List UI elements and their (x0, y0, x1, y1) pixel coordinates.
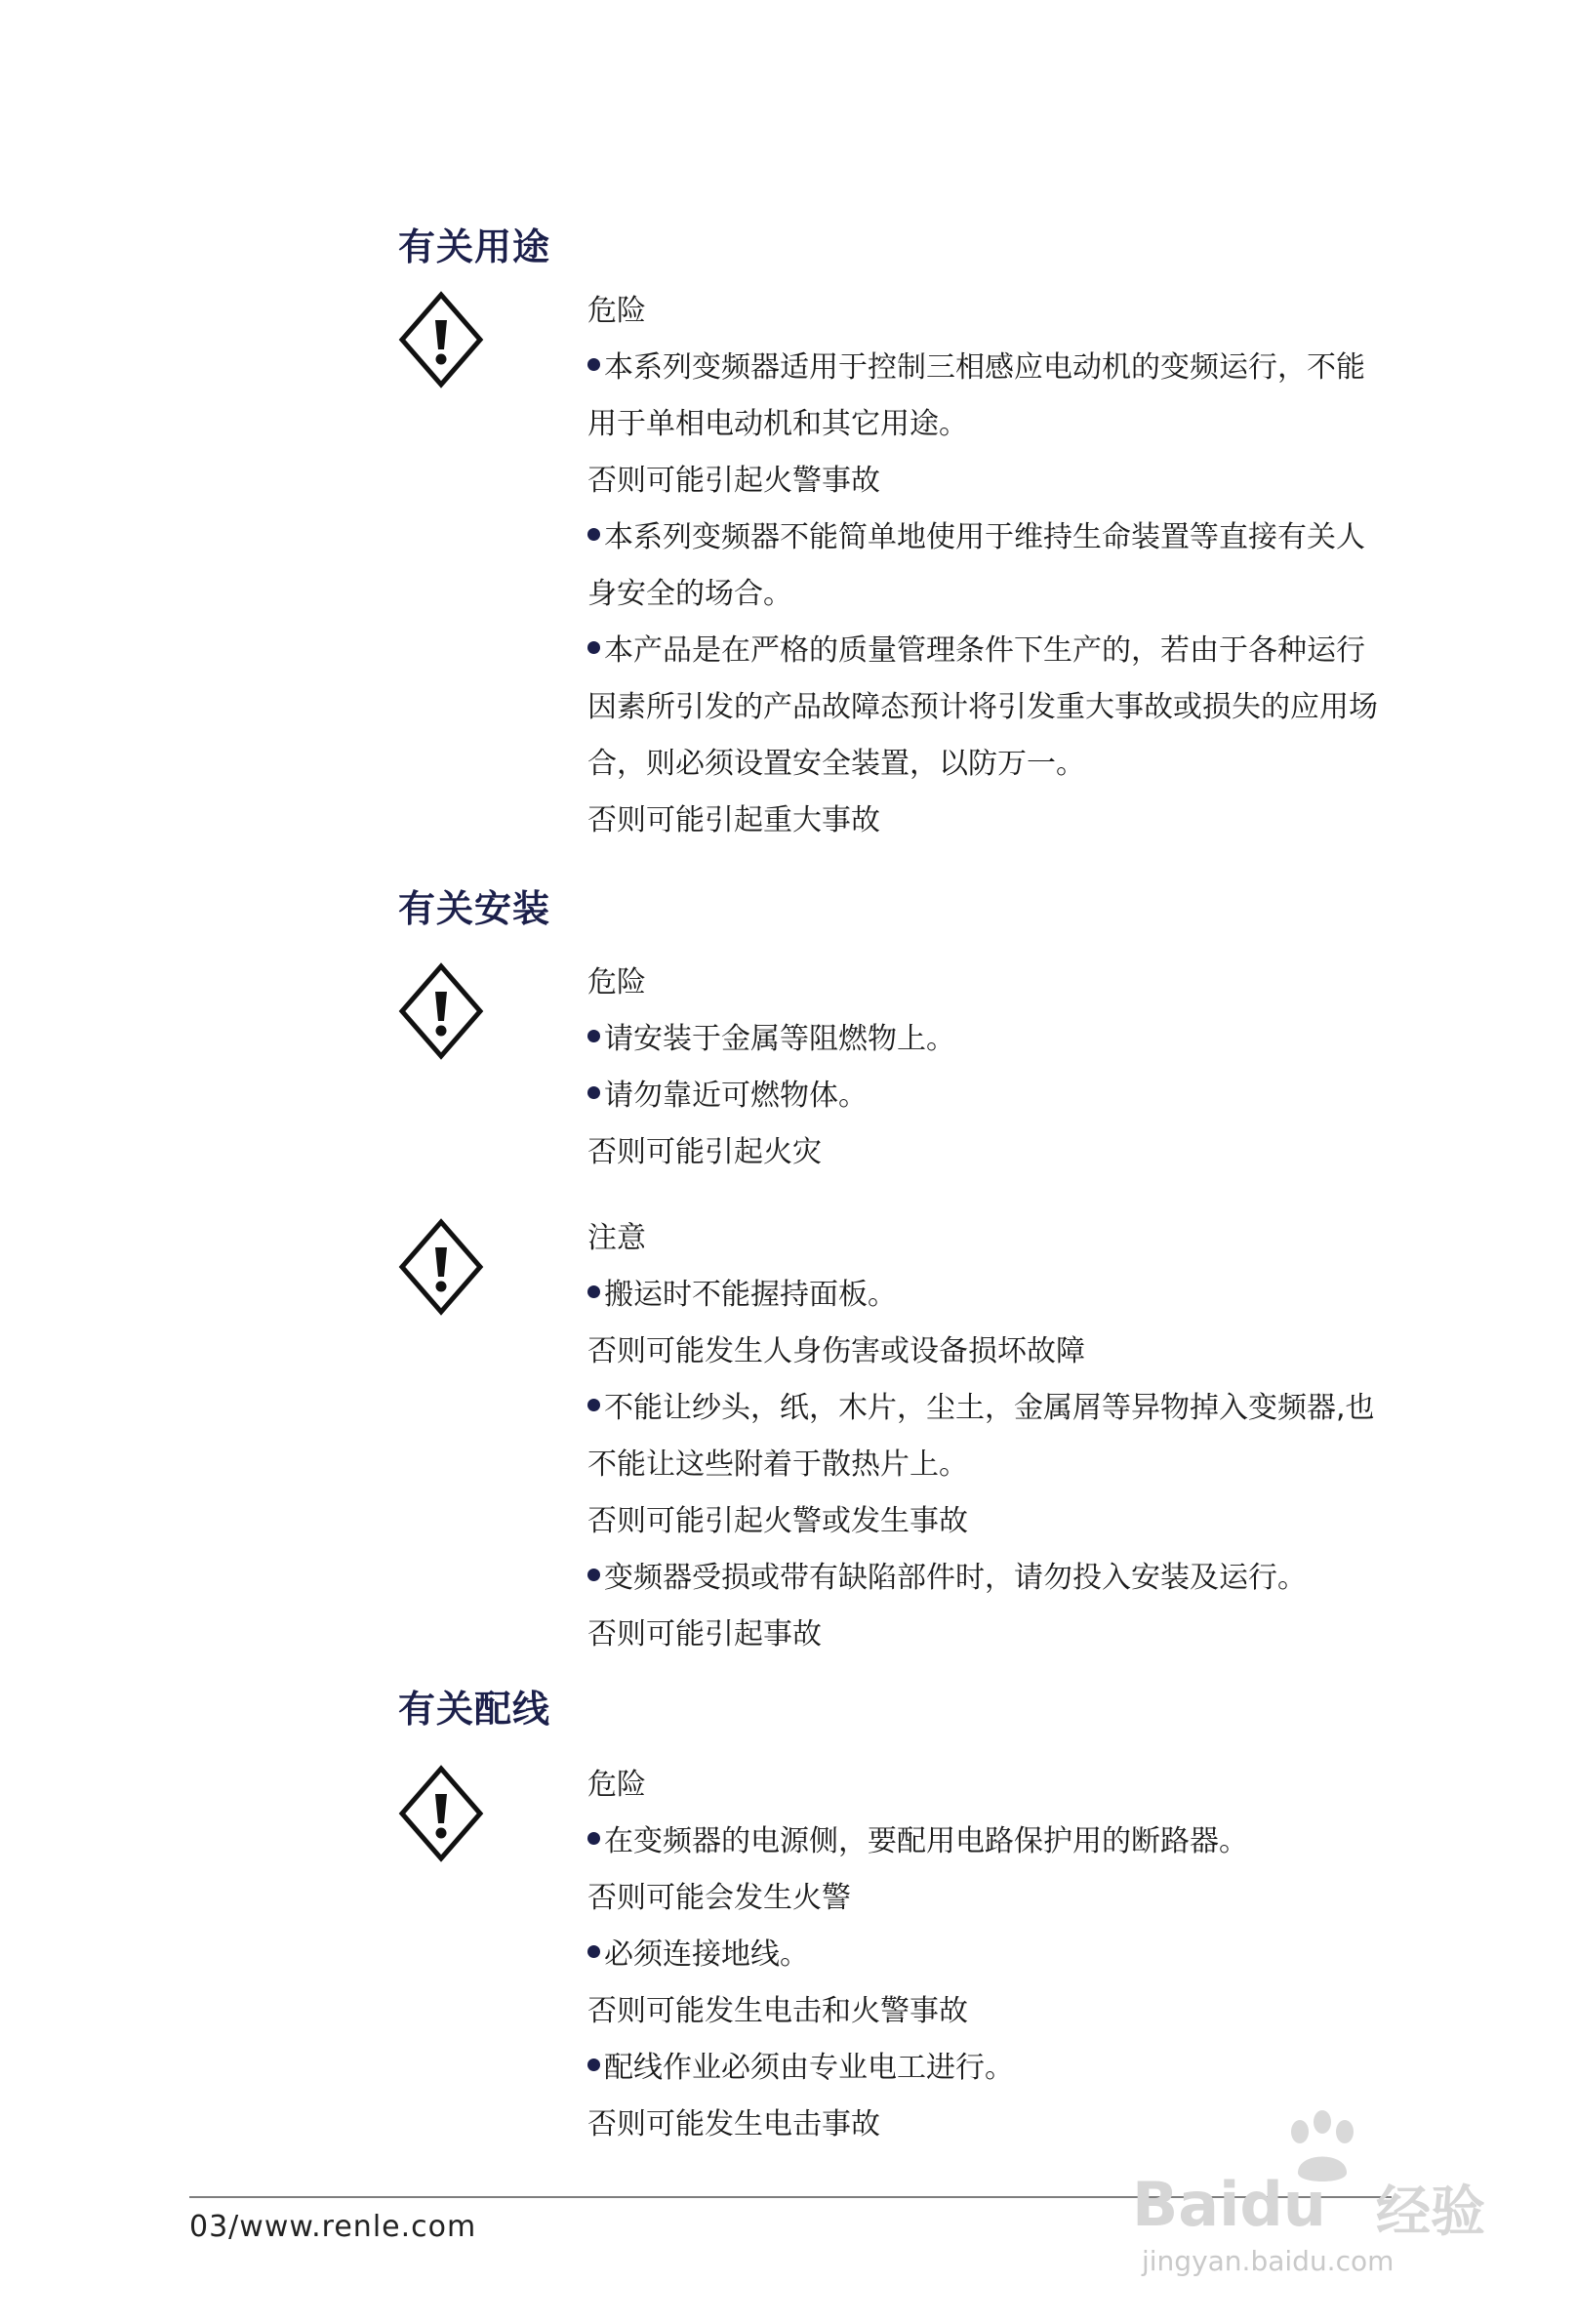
body-text (587, 1870, 1446, 1927)
line-text: 否则可能发生电击事故 (587, 2107, 880, 2141)
line-text: 变频器受损或带有缺陷部件时，请勿投入安装及运行。 (604, 1561, 1307, 1595)
line-text: 本产品是在严格的质量管理条件下生产的，若由于各种运行 (604, 633, 1365, 668)
bullet-item (587, 1550, 1446, 1607)
watermark-url: jingyan.baidu.com (1142, 2245, 1395, 2277)
caution-block (587, 1210, 1446, 1663)
watermark-brand: Baidu (1132, 2169, 1326, 2240)
hazard-block (587, 1757, 1446, 2153)
bullet-dot-icon (587, 2059, 600, 2071)
section-heading-wiring: 有关配线 (398, 1688, 551, 1731)
hazard-label: 危险 (587, 1768, 646, 1802)
line-text: 请安装于金属等阻燃物上。 (604, 1022, 955, 1056)
line-text: 不能让这些附着于散热片上。 (587, 1447, 968, 1482)
line-text: 否则可能引起火警事故 (587, 464, 880, 498)
line-text: 搬运时不能握持面板。 (604, 1278, 897, 1312)
line-text: 合，则必须设置安全装置，以防万一。 (587, 747, 1085, 781)
line-text: 不能让纱头，纸，木片，尘土，金属屑等异物掉入变频器,也 (604, 1391, 1375, 1425)
body-text (587, 1437, 1446, 1493)
body-text (587, 1124, 1446, 1181)
bullet-dot-icon (587, 1086, 600, 1099)
bullet-item (587, 340, 1446, 396)
bullet-item (587, 1927, 1446, 1983)
bullet-dot-icon (587, 1030, 600, 1042)
hazard-block (587, 955, 1446, 1181)
line-text: 用于单相电动机和其它用途。 (587, 407, 968, 441)
body-text (587, 736, 1446, 793)
warning-icon (398, 962, 484, 1060)
warning-icon (398, 1765, 484, 1862)
bullet-dot-icon (587, 358, 600, 371)
line-text: 否则可能引起火警或发生事故 (587, 1504, 968, 1538)
bullet-dot-icon (587, 1569, 600, 1581)
body-text (587, 396, 1446, 453)
bullet-item (587, 1814, 1446, 1870)
caution-label: 注意 (587, 1221, 646, 1255)
bullet-dot-icon (587, 641, 600, 654)
body-text (587, 1493, 1446, 1550)
bullet-item (587, 1380, 1446, 1437)
hazard-lines (587, 340, 1446, 849)
bullet-dot-icon (587, 1945, 600, 1958)
body-text (587, 793, 1446, 849)
warning-icon (398, 291, 484, 388)
line-text: 在变频器的电源侧，要配用电路保护用的断路器。 (604, 1824, 1248, 1858)
hazard-label: 危险 (587, 294, 646, 328)
line-text: 因素所引发的产品故障态预计将引发重大事故或损失的应用场 (587, 690, 1378, 724)
line-text: 否则可能引起重大事故 (587, 803, 880, 837)
line-text: 本系列变频器适用于控制三相感应电动机的变频运行，不能 (604, 350, 1365, 385)
bullet-item (587, 510, 1446, 566)
line-text: 身安全的场合。 (587, 577, 792, 611)
hazard-lines (587, 1814, 1446, 2153)
caution-lines (587, 1267, 1446, 1663)
line-text: 否则可能引起事故 (587, 1617, 822, 1651)
bullet-item (587, 1068, 1446, 1124)
bullet-item (587, 1011, 1446, 1068)
section-heading-usage: 有关用途 (398, 225, 551, 268)
line-text: 否则可能发生人身伤害或设备损坏故障 (587, 1334, 1085, 1368)
section-heading-installation: 有关安装 (398, 887, 551, 930)
bullet-dot-icon (587, 1285, 600, 1298)
line-text: 配线作业必须由专业电工进行。 (604, 2051, 1014, 2085)
body-text (587, 1324, 1446, 1380)
line-text: 请勿靠近可燃物体。 (604, 1079, 868, 1113)
footer-page-url: 03/www.renle.com (189, 2210, 477, 2244)
hazard-lines (587, 1011, 1446, 1181)
hazard-block (587, 283, 1446, 849)
line-text: 否则可能引起火灾 (587, 1135, 822, 1169)
baidu-watermark (1132, 2108, 1522, 2284)
bullet-item (587, 2040, 1446, 2097)
bullet-item (587, 1267, 1446, 1324)
line-text: 否则可能会发生火警 (587, 1881, 851, 1915)
body-text (587, 679, 1446, 736)
body-text (587, 1983, 1446, 2040)
bullet-dot-icon (587, 1832, 600, 1845)
watermark-brand-cn: 经验 (1376, 2181, 1485, 2244)
body-text (587, 453, 1446, 510)
body-text (587, 1607, 1446, 1663)
bullet-dot-icon (587, 1399, 600, 1411)
bullet-dot-icon (587, 528, 600, 541)
bullet-item (587, 623, 1446, 679)
line-text: 否则可能发生电击和火警事故 (587, 1994, 968, 2028)
line-text: 本系列变频器不能简单地使用于维持生命装置等直接有关人 (604, 520, 1365, 554)
hazard-label: 危险 (587, 965, 646, 999)
line-text: 必须连接地线。 (604, 1937, 809, 1972)
body-text (587, 566, 1446, 623)
warning-icon (398, 1218, 484, 1316)
